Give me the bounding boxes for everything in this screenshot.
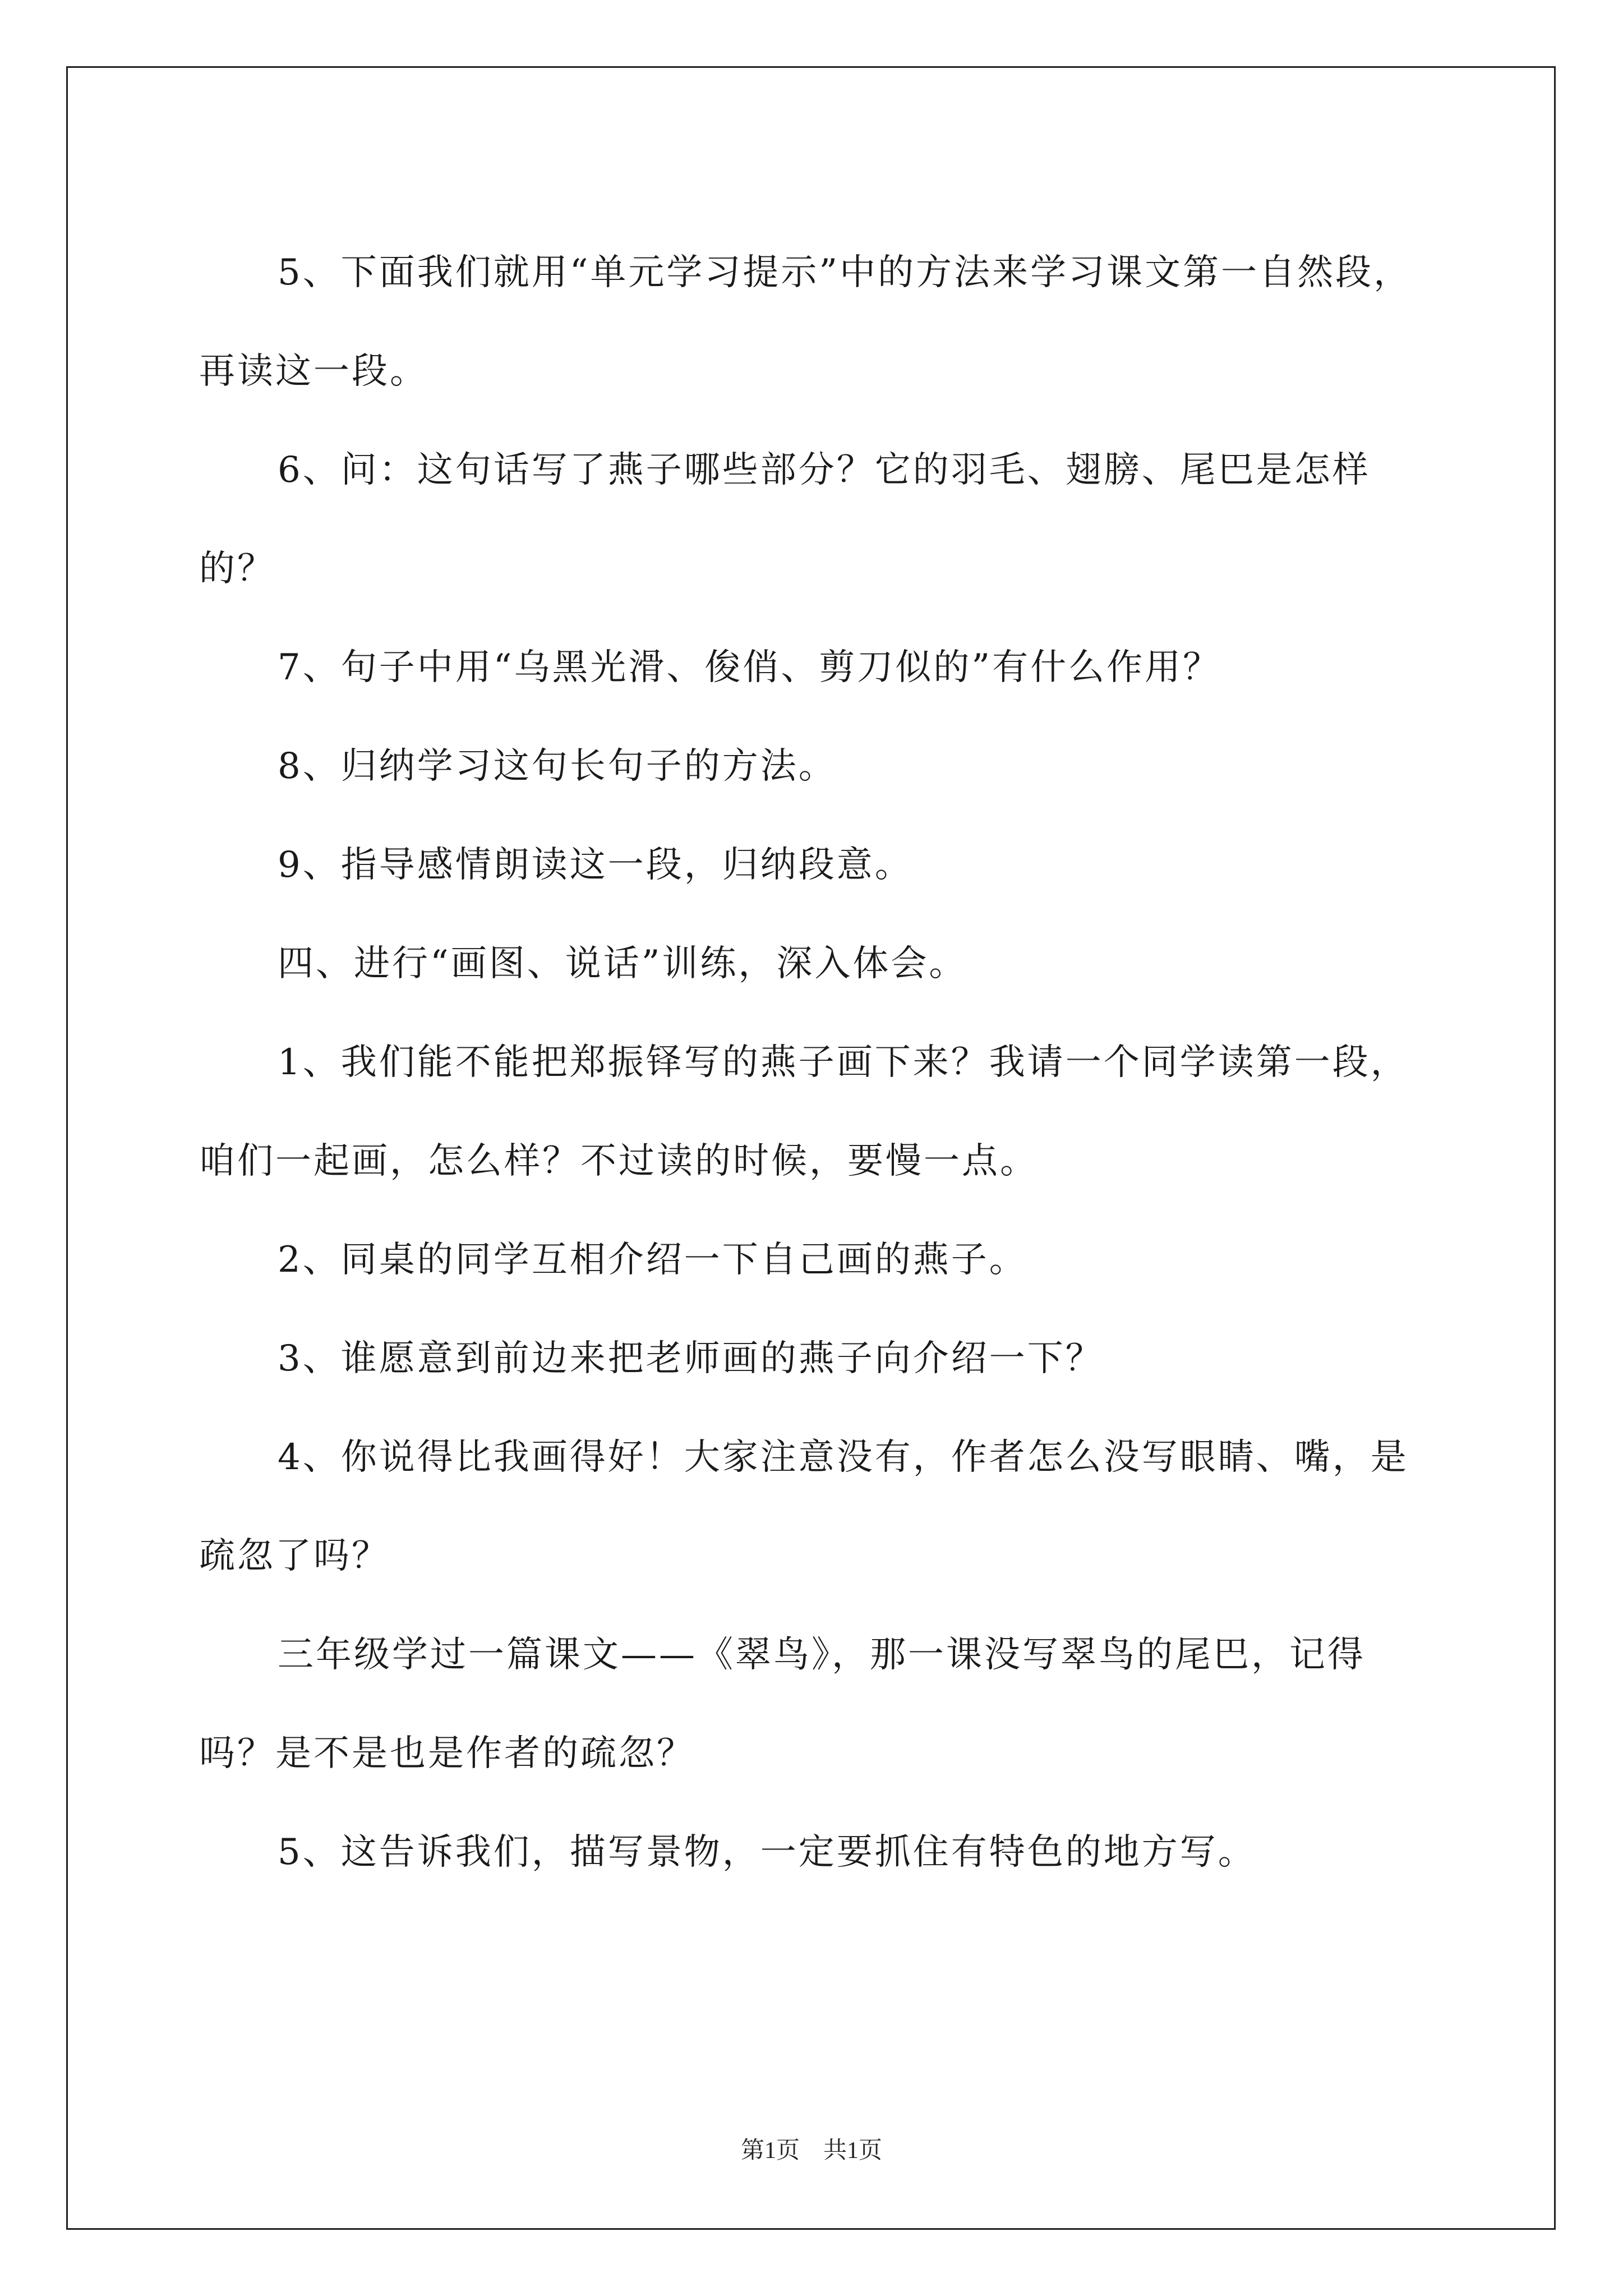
section-heading: 四、进行“画图、说话”训练，深入体会。 (278, 943, 967, 984)
paragraph: 5、下面我们就用“单元学习提示”中的方法来学习课文第一自然段，再读这一段。 (199, 252, 1412, 392)
document-body (199, 223, 1433, 1902)
paragraph: 7、句子中用“乌黑光滑、俊俏、剪刀似的”有什么作用？ (278, 647, 1221, 688)
paragraph: 4、你说得比我画得好！大家注意没有，作者怎么没写眼睛、嘴，是疏忽了吗？ (199, 1437, 1409, 1577)
paragraph: 三年级学过一篇课文——《翠鸟》，那一课没写翠鸟的尾巴，记得吗？是不是也是作者的疏忽？ (199, 1634, 1366, 1774)
paragraph: 3、谁愿意到前边来把老师画的燕子向介绍一下？ (278, 1338, 1104, 1379)
paragraph: 6、问：这句话写了燕子哪些部分？它的羽毛、翅膀、尾巴是怎样的？ (199, 449, 1371, 590)
paragraph: 9、指导感情朗读这一段，归纳段意。 (278, 844, 913, 886)
paragraph: 8、归纳学习这句长句子的方法。 (278, 746, 837, 787)
paragraph: 5、这告诉我们，描写景物，一定要抓住有特色的地方写。 (278, 1832, 1256, 1873)
paragraph: 2、同桌的同学互相介绍一下自己画的燕子。 (278, 1239, 1027, 1281)
paragraph: 1、我们能不能把郑振铎写的燕子画下来？我请一个同学读第一段，咱们一起画，怎么样？不过读的时候，要慢一点。 (199, 1042, 1409, 1182)
page-number-footer: 第1页 共1页 (740, 2138, 882, 2164)
